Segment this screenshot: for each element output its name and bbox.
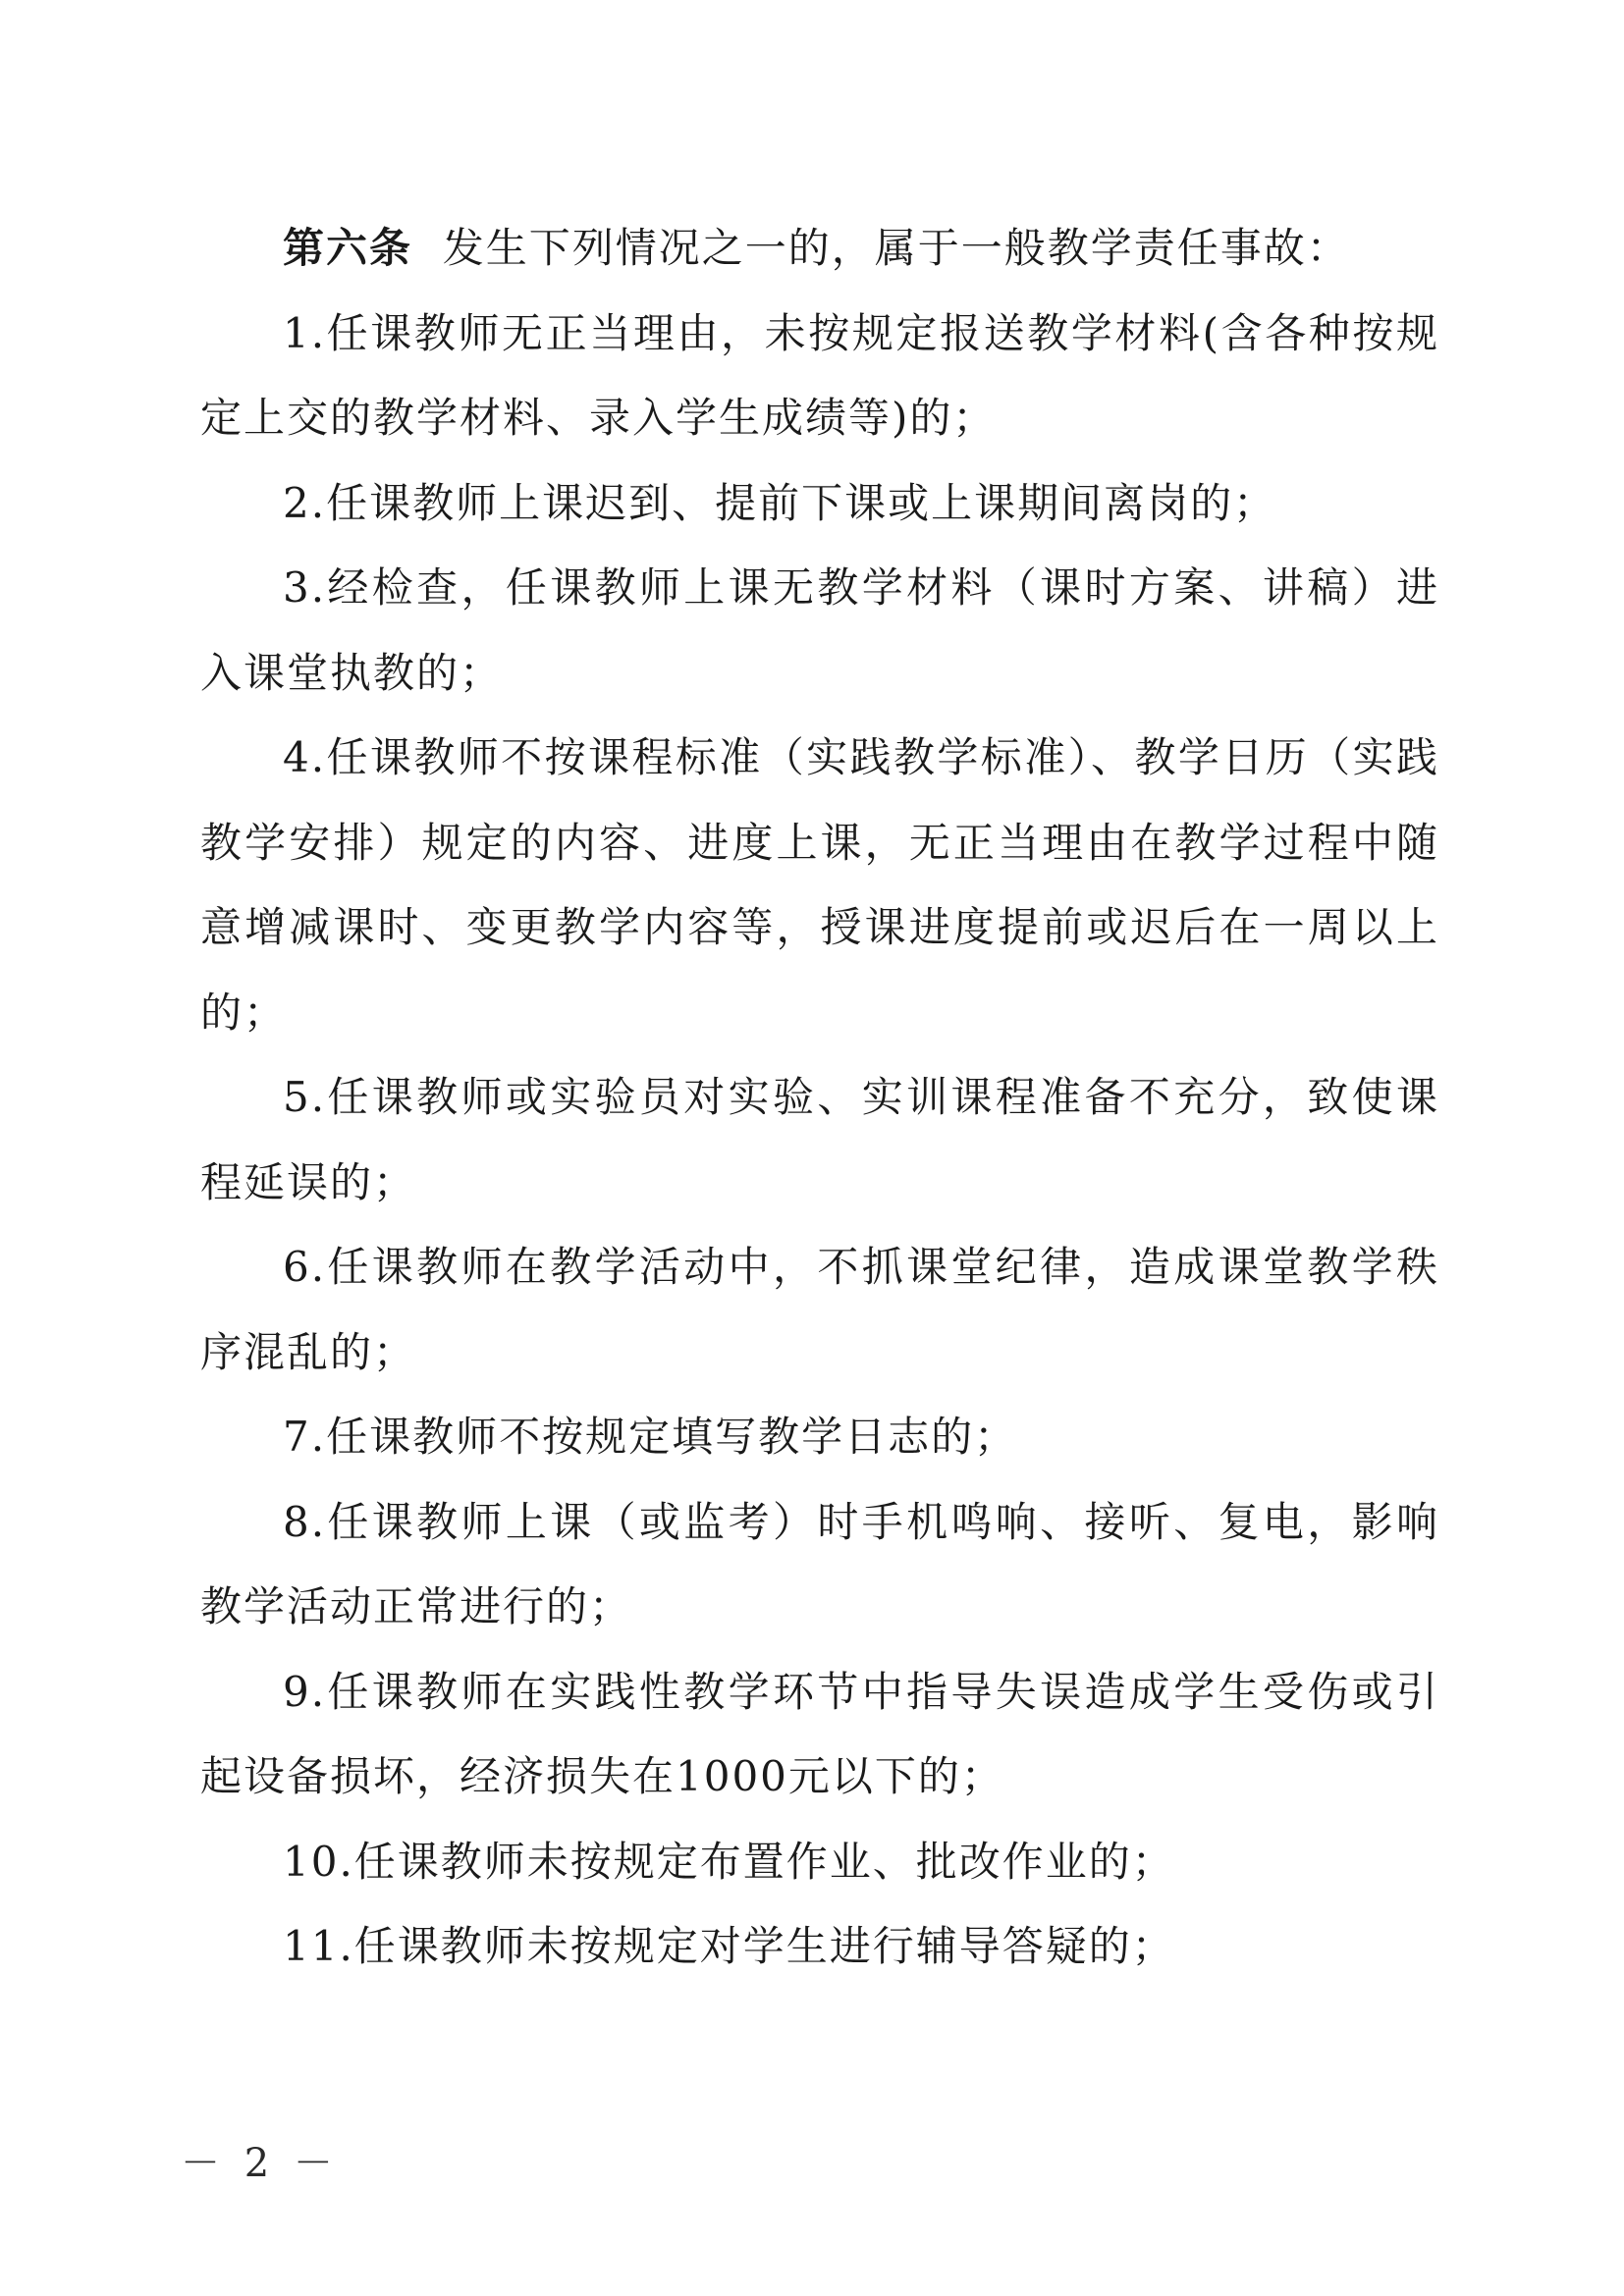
- clause-7: 7.任课教师不按规定填写教学日志的；: [283, 1413, 1018, 1461]
- article-intro: 发生下列情况之一的，属于一般教学责任事故：: [442, 224, 1350, 272]
- clause-6: 6.任课教师在教学活动中，不抓课堂纪律，造成课堂教学秩序混乱的；: [200, 1243, 1439, 1376]
- clause-10: 10.任课教师未按规定布置作业、批改作业的；: [283, 1837, 1175, 1886]
- clause-2: 2.任课教师上课迟到、提前下课或上课期间离岗的；: [283, 478, 1277, 527]
- article-body: [200, 206, 1439, 1990]
- clause-1: 1.任课教师无正当理由，未按规定报送教学材料(含各种按规定上交的教学材料、录入学生成绩等)的；: [200, 308, 1439, 442]
- clause-8: 8.任课教师上课（或监考）时手机鸣响、接听、复电，影响教学活动正常进行的；: [200, 1497, 1439, 1630]
- clause-4: 4.任课教师不按课程标准（实践教学标准）、教学日历（实践教学安排）规定的内容、进度上课，无正当理由在教学过程中随意增减课时、变更教学内容等，授课进度提前或迟后在一周以上的；: [200, 733, 1439, 1037]
- page-number: － 2 －: [181, 2141, 339, 2186]
- article-intro-paragraph: [200, 206, 1439, 292]
- article-heading: 第六条: [283, 224, 413, 272]
- clause-5: 5.任课教师或实验员对实验、实训课程准备不充分，致使课程延误的；: [200, 1073, 1439, 1206]
- clause-9: 9.任课教师在实践性教学环节中指导失误造成学生受伤或引起设备损坏，经济损失在1000元以下的；: [200, 1667, 1439, 1800]
- clause-3: 3.经检查，任课教师上课无教学材料（课时方案、讲稿）进入课堂执教的；: [200, 563, 1439, 697]
- clause-11: 11.任课教师未按规定对学生进行辅导答疑的；: [283, 1922, 1175, 1970]
